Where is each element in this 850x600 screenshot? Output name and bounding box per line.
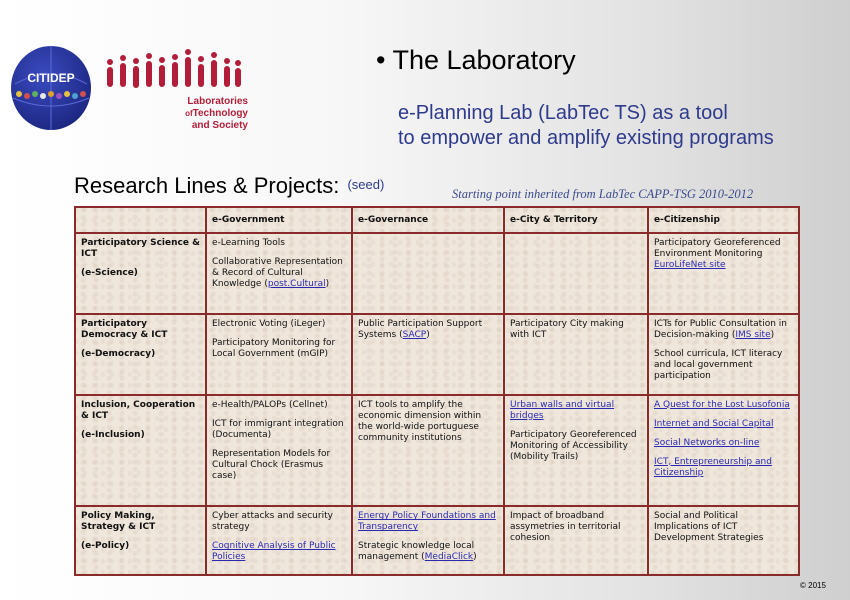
cell-text: ICT for immigrant integration (Documenta) (212, 418, 344, 440)
row-head (75, 314, 206, 395)
cell-e-citizenship (648, 395, 799, 507)
subtitle-line-1: e-Planning Lab (LabTec TS) as a tool (398, 102, 728, 124)
research-table-container (74, 206, 798, 576)
cell-e-government (206, 314, 352, 395)
ims-site-link[interactable]: IMS site (735, 329, 771, 340)
cell-e-governance (352, 314, 504, 395)
row-head-tag: (e-Policy) (81, 541, 130, 552)
cell-e-citizenship (648, 233, 799, 314)
social-networks-link[interactable]: Social Networks on-line (654, 437, 760, 448)
starting-point-note: Starting point inherited from LabTec CAPP-TSG 2010-2012 (452, 187, 754, 201)
header-e-governance: e-Governance (352, 207, 504, 233)
cell-text: Participatory City making with ICT (510, 318, 624, 340)
table-row (75, 395, 799, 507)
labs-line-2: Technology (192, 108, 248, 119)
internet-social-capital-link[interactable]: Internet and Social Capital (654, 418, 774, 429)
cell-text: Representation Models for Cultural Chock (Erasmus case) (212, 448, 331, 481)
cell-text: Participatory Georeferenced Environment Monitoring (654, 238, 781, 260)
seed-label: (seed) (347, 177, 385, 192)
page-subtitle (398, 101, 774, 151)
row-head (75, 233, 206, 314)
cell-text: School curricula, ICT literacy and local government participation (654, 348, 783, 381)
cell-text: Electronic Voting (iLeger) (212, 318, 326, 329)
quest-lusofonia-link[interactable]: A Quest for the Lost Lusofonia (654, 399, 790, 410)
table-header-row (75, 207, 799, 233)
cell-text: e-Learning Tools (212, 238, 285, 249)
cell-e-government (206, 233, 352, 314)
cell-e-citizenship (648, 314, 799, 395)
row-head-title: Participatory Democracy & ICT (81, 318, 168, 340)
cell-e-governance (352, 506, 504, 575)
row-head-tag: (e-Democracy) (81, 348, 156, 359)
cell-text: Public Participation Support Systems (SACP) (358, 318, 483, 340)
cell-text: ICTs for Public Consultation in Decision-making (IMS site) (654, 318, 787, 340)
table-row (75, 314, 799, 395)
cell-e-city (504, 506, 648, 575)
labs-of: of (185, 109, 193, 118)
mediaclick-link[interactable]: MediaClick (424, 552, 474, 563)
cell-e-city (504, 233, 648, 314)
labs-line-1: Laboratories (187, 96, 248, 107)
table-row (75, 233, 799, 314)
section-heading (74, 173, 384, 199)
row-head (75, 506, 206, 575)
row-head (75, 395, 206, 507)
cell-e-government (206, 395, 352, 507)
sacp-link[interactable]: SACP (402, 329, 427, 340)
row-head-title: Participatory Science & ICT (81, 238, 200, 260)
cell-e-city (504, 314, 648, 395)
copyright: © 2015 (800, 581, 826, 590)
cell-e-governance (352, 395, 504, 507)
cell-e-governance (352, 233, 504, 314)
row-head-tag: (e-Inclusion) (81, 429, 145, 440)
row-head-tag: (e-Science) (81, 268, 138, 279)
header-e-citizenship: e-Citizenship (648, 207, 799, 233)
cell-text: Cyber attacks and security strategy (212, 511, 333, 533)
urban-walls-link[interactable]: Urban walls and virtual bridges (510, 399, 615, 421)
cell-text: e-Health/PALOPs (Cellnet) (212, 399, 328, 410)
eurolifenet-link[interactable]: EuroLifeNet site (654, 260, 726, 271)
header-e-government: e-Government (206, 207, 352, 233)
logo-circle-text: CITIDEP (27, 71, 75, 85)
cell-text: Collaborative Representation & Record of Cultural Knowledge (post.Cultural) (212, 257, 343, 290)
people-figures-icon (104, 48, 244, 94)
row-head-title: Policy Making, Strategy & ICT (81, 511, 156, 533)
cell-e-citizenship (648, 506, 799, 575)
cell-text: ICT tools to amplify the economic dimension within the world-wide portuguese community institutions (358, 399, 482, 443)
cell-text: Impact of broadband assymetries in territorial cohesion (510, 511, 621, 544)
cell-e-city (504, 395, 648, 507)
cell-text: Participatory Monitoring for Local Government (mGIP) (212, 337, 336, 359)
cell-text: Strategic knowledge local management (MediaClick) (358, 541, 477, 563)
header-empty (75, 207, 206, 233)
post-cultural-link[interactable]: post.Cultural (267, 279, 326, 290)
energy-policy-link[interactable]: Energy Policy Foundations and Transparency (358, 511, 496, 533)
ict-entrepreneurship-link[interactable]: ICT, Entrepreneurship and Citizenship (654, 456, 772, 478)
cell-text: Participatory Georeferenced Monitoring of Accessibility (Mobility Trails) (510, 429, 637, 462)
table-row (75, 506, 799, 575)
labs-logo-text (158, 96, 248, 132)
row-head-title: Inclusion, Cooperation & ICT (81, 399, 196, 421)
cognitive-analysis-link[interactable]: Cognitive Analysis of Public Policies (212, 541, 336, 563)
header-e-city-territory: e-City & Territory (504, 207, 648, 233)
subtitle-line-2: to empower and amplify existing programs (398, 127, 774, 149)
research-table (74, 206, 800, 576)
section-heading-text: Research Lines & Projects: (74, 173, 340, 198)
labs-line-3: and Society (191, 120, 248, 131)
cell-text: Social and Political Implications of ICT Development Strategies (654, 511, 764, 544)
citidep-logo (9, 44, 93, 132)
page-title: • The Laboratory (376, 45, 576, 75)
cell-e-government (206, 506, 352, 575)
